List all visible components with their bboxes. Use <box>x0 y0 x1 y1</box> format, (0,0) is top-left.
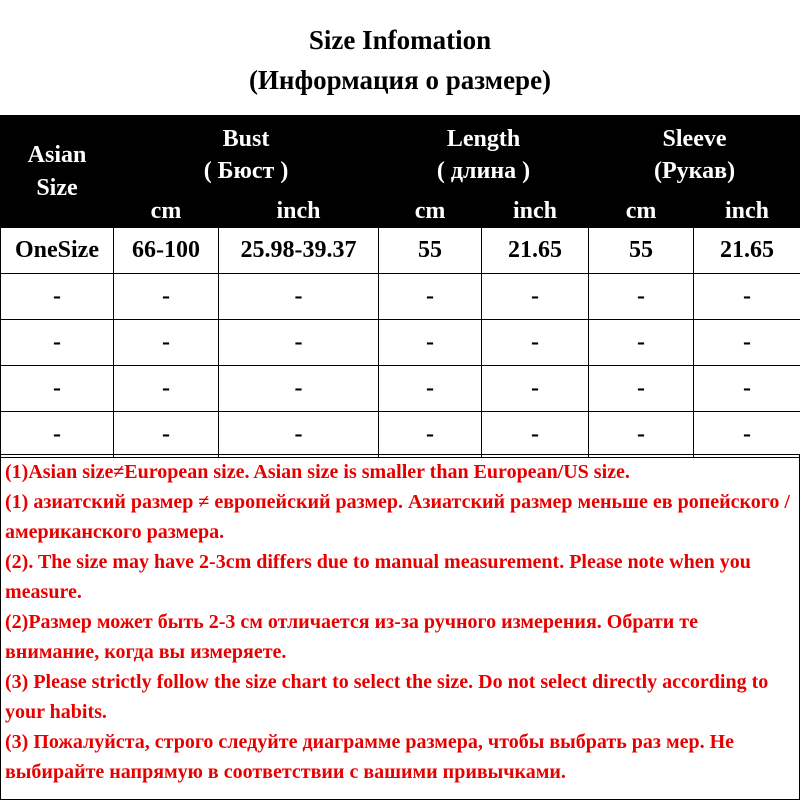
unit-bust-cm: cm <box>114 195 219 228</box>
cell-sleeve-inch: - <box>694 412 800 458</box>
unit-length-inch: inch <box>482 195 589 228</box>
header-length-line2: ( длина ) <box>436 158 531 184</box>
size-notes <box>0 454 800 800</box>
cell-bust-inch: - <box>219 274 379 320</box>
title-russian: (Информация о размере) <box>248 65 552 95</box>
unit-length-cm: cm <box>379 195 482 228</box>
table-row <box>1 366 800 412</box>
title-english: Size Infomation <box>308 25 492 55</box>
table-row <box>1 320 800 366</box>
note-3-russian: (3) Пожалуйста, строго следуйте диаграмме размера, чтобы выбрать раз мер. Не выбирайте напрямую в соответствии с вашими привычками. <box>5 731 735 783</box>
header-sleeve <box>589 116 800 195</box>
cell-length-cm: - <box>379 274 482 320</box>
cell-length-cm: - <box>379 412 482 458</box>
cell-sleeve-inch: - <box>694 274 800 320</box>
cell-length-inch: - <box>482 412 589 458</box>
cell-sleeve-cm: - <box>589 274 694 320</box>
cell-sleeve-inch: - <box>694 366 800 412</box>
note-1-english: (1)Asian size≠European size. Asian size is smaller than European/US size. <box>5 461 630 483</box>
cell-bust-inch: - <box>219 412 379 458</box>
cell-size: - <box>1 320 114 366</box>
cell-sleeve-cm: - <box>589 320 694 366</box>
cell-sleeve-inch: 21.65 <box>694 228 800 274</box>
cell-size: - <box>1 412 114 458</box>
header-row-main <box>1 116 800 195</box>
cell-bust-inch: - <box>219 366 379 412</box>
cell-size: OneSize <box>1 228 114 274</box>
table-row <box>1 412 800 458</box>
unit-sleeve-cm: cm <box>589 195 694 228</box>
header-asian-line1: Asian <box>27 141 87 168</box>
unit-bust-inch: inch <box>219 195 379 228</box>
header-asian-line2: Size <box>36 174 78 201</box>
cell-bust-cm: - <box>114 366 219 412</box>
cell-bust-inch: 25.98-39.37 <box>219 228 379 274</box>
table-row <box>1 228 800 274</box>
cell-bust-cm: - <box>114 412 219 458</box>
cell-length-inch: - <box>482 274 589 320</box>
cell-sleeve-cm: - <box>589 412 694 458</box>
note-3-english: (3) Please strictly follow the size chart to select the size. Do not select directly according to your habits. <box>5 671 769 723</box>
cell-length-inch: - <box>482 320 589 366</box>
cell-bust-cm: - <box>114 320 219 366</box>
cell-bust-cm: - <box>114 274 219 320</box>
cell-size: - <box>1 274 114 320</box>
header-sleeve-line2: (Рукав) <box>653 158 736 184</box>
size-table <box>0 115 800 458</box>
note-2-english: (2). The size may have 2-3cm differs due to manual measurement. Please note when you measure. <box>5 551 751 603</box>
header-bust-line2: ( Бюст ) <box>203 158 289 184</box>
cell-length-inch: - <box>482 366 589 412</box>
header-length-line1: Length <box>446 126 521 152</box>
cell-length-cm: 55 <box>379 228 482 274</box>
cell-sleeve-cm: 55 <box>589 228 694 274</box>
page-title <box>0 20 800 100</box>
cell-length-cm: - <box>379 366 482 412</box>
header-asian-size <box>1 116 114 228</box>
header-row-units <box>1 195 800 228</box>
header-bust-line1: Bust <box>222 126 270 152</box>
cell-size: - <box>1 366 114 412</box>
cell-bust-inch: - <box>219 320 379 366</box>
cell-sleeve-inch: - <box>694 320 800 366</box>
note-2-russian: (2)Размер может быть 2-3 см отличается из-за ручного измерения. Обрати те внимание, когда вы измеряете. <box>5 611 698 663</box>
cell-length-inch: 21.65 <box>482 228 589 274</box>
header-sleeve-line1: Sleeve <box>662 126 727 152</box>
header-length <box>379 116 589 195</box>
cell-sleeve-cm: - <box>589 366 694 412</box>
note-1-russian: (1) азиатский размер ≠ европейский размер. Азиатский размер меньше ев ропейского / американского размера. <box>5 491 790 543</box>
cell-bust-cm: 66-100 <box>114 228 219 274</box>
unit-sleeve-inch: inch <box>694 195 800 228</box>
cell-length-cm: - <box>379 320 482 366</box>
header-bust <box>114 116 379 195</box>
table-row <box>1 274 800 320</box>
